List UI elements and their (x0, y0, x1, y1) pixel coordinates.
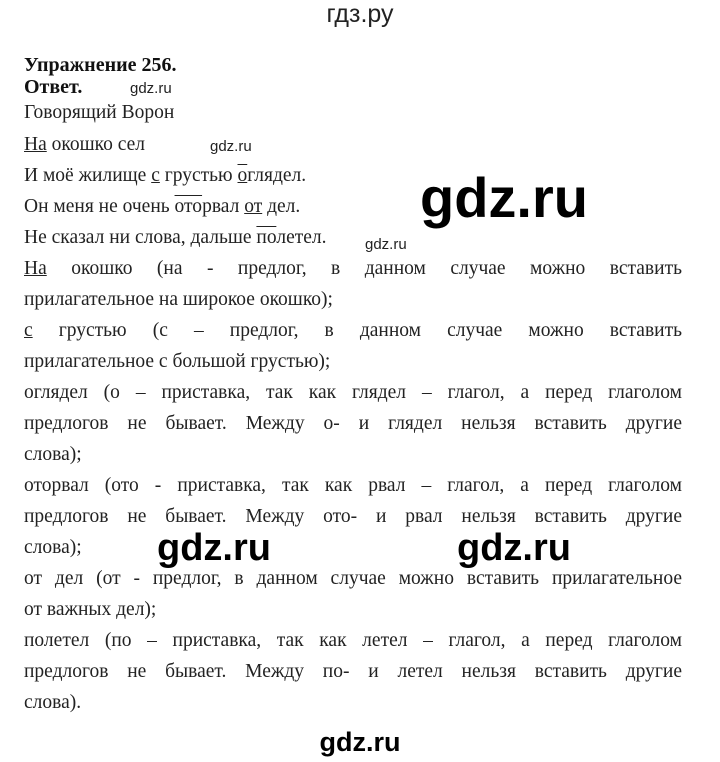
watermark-small: gdz.ru (365, 236, 407, 253)
explanation-line: слова); (24, 537, 82, 558)
explanation-line: предлогов не бывает. Между по- и летел нельзя вставить другие (24, 661, 682, 682)
watermark-medium: gdz.ru (157, 527, 271, 569)
explanation-line: прилагательное с большой грустью); (24, 351, 331, 372)
explanation-line: от важных дел); (24, 599, 157, 620)
poem-segment: летел. (276, 227, 327, 248)
watermark-small: gdz.ru (210, 138, 252, 155)
exercise-heading: Упражнение 256. (24, 54, 177, 76)
poem-line (24, 165, 306, 187)
explanation-line: с грустью (с – предлог, в данном случае можно вставить (24, 320, 682, 341)
answer-label: Ответ. (24, 76, 83, 98)
poem-segment: о (237, 165, 248, 186)
poem-line (24, 134, 145, 156)
poem-segment: дел. (262, 196, 301, 217)
explanation-line: оглядел (о – приставка, так как глядел – глагол, а перед глаголом (24, 382, 682, 403)
explanation-line: предлогов не бывает. Между о- и глядел нельзя вставить другие (24, 413, 682, 434)
poem-segment: ото (174, 196, 203, 217)
poem-segment: с (151, 165, 160, 186)
poem-segment: окошко сел (46, 134, 146, 155)
poem-title: Говорящий Ворон (24, 102, 175, 123)
watermark-medium: gdz.ru (457, 527, 571, 569)
watermark-large: gdz.ru (420, 166, 588, 229)
explanation-line: оторвал (ото - приставка, так как рвал – глагол, а перед глаголом (24, 475, 682, 496)
poem-segment: грустью (159, 165, 238, 186)
poem-segment: от (244, 196, 263, 217)
poem-segment: рвал (202, 196, 245, 217)
explanation-line: На окошко (на - предлог, в данном случае можно вставить (24, 258, 682, 279)
watermark-bottom: gdz.ru (319, 727, 401, 757)
poem-segment: по (256, 227, 277, 248)
poem-segment: И моё жилище (24, 165, 152, 186)
poem-segment: глядел. (247, 165, 307, 186)
poem-segment: На (24, 134, 47, 155)
poem-segment: Он меня не очень (24, 196, 175, 217)
explanation-line: слова). (24, 692, 82, 713)
explanation-line: предлогов не бывает. Между ото- и рвал нельзя вставить другие (24, 506, 682, 527)
poem-line (24, 196, 300, 218)
underlined-word: с (24, 320, 33, 341)
underlined-word: На (24, 258, 47, 279)
explanation-line: полетел (по – приставка, так как летел – глагол, а перед глаголом (24, 630, 682, 651)
poem-line (24, 227, 327, 249)
poem-segment: Не сказал ни слова, дальше (24, 227, 257, 248)
explanation-line: от дел (от - предлог, в данном случае можно вставить прилагательное (24, 568, 682, 589)
site-title: гдз.ру (326, 0, 394, 28)
watermark-small: gdz.ru (130, 80, 172, 97)
explanation-line: слова); (24, 444, 82, 465)
explanation-line: прилагательное на широкое окошко); (24, 289, 333, 310)
